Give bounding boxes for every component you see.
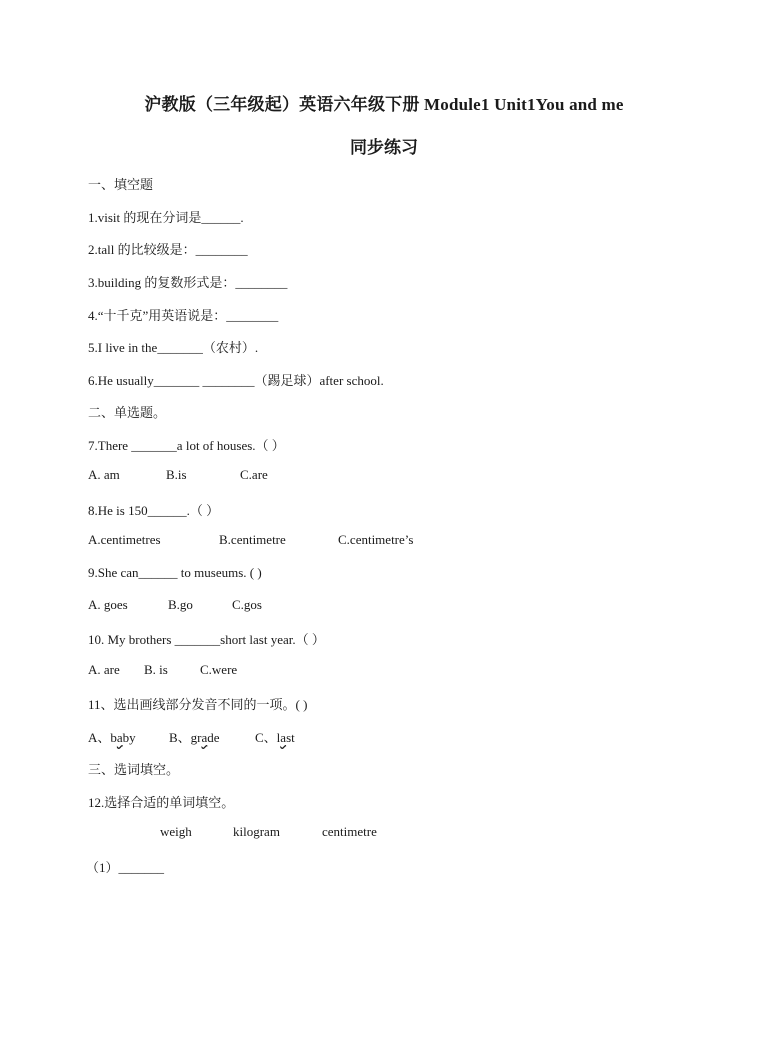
question-12-sub-1: （1）_______ xyxy=(86,860,165,875)
question-9-option-a: A. goes xyxy=(88,597,128,612)
option-a-suffix: by xyxy=(122,730,136,745)
question-8-option-c: C.centimetre’s xyxy=(338,532,414,547)
option-c-prefix: C、l xyxy=(255,730,281,745)
word-bank-item: kilogram xyxy=(233,824,280,839)
question-9-option-c: C.gos xyxy=(232,597,262,612)
question-11-option-b xyxy=(169,727,220,746)
question-10-option-c: C.were xyxy=(200,662,238,677)
option-c-underlined: a xyxy=(280,730,287,745)
option-b-underlined: a xyxy=(201,730,208,745)
question-5: 5.I live in the_______（农村）. xyxy=(88,340,259,355)
question-10: 10. My brothers _______short last year.（ ） xyxy=(88,632,325,647)
page-subtitle: 同步练习 xyxy=(350,138,418,157)
option-b-suffix: de xyxy=(207,730,220,745)
question-7-option-b: B.is xyxy=(166,467,187,482)
question-8-option-b: B.centimetre xyxy=(219,532,286,547)
section-heading-fill-in: 一、填空题 xyxy=(88,177,154,192)
question-3: 3.building 的复数形式是：________ xyxy=(88,275,288,290)
question-11-option-a xyxy=(88,727,136,746)
question-8-option-a: A.centimetres xyxy=(88,532,161,547)
question-1: 1.visit 的现在分词是______. xyxy=(88,210,244,225)
question-4: 4.“十千克”用英语说是：________ xyxy=(88,308,279,323)
question-11-option-c xyxy=(255,727,295,746)
question-2: 2.tall 的比较级是：________ xyxy=(88,242,248,257)
question-7-option-c: C.are xyxy=(240,467,268,482)
option-a-underlined: a xyxy=(116,730,123,745)
section-heading-word-choice: 三、选词填空。 xyxy=(88,762,180,777)
section-heading-single-choice: 二、单选题。 xyxy=(88,405,167,420)
option-a-prefix: A、b xyxy=(88,730,117,745)
question-12: 12.选择合适的单词填空。 xyxy=(88,795,235,810)
option-b-prefix: B、gr xyxy=(169,730,202,745)
page-title: 沪教版（三年级起）英语六年级下册 Module1 Unit1You and me xyxy=(144,95,624,114)
question-9: 9.She can______ to museums. ( ) xyxy=(88,565,262,580)
question-11: 11、选出画线部分发音不同的一项。( ) xyxy=(88,697,308,712)
question-7-option-a: A. am xyxy=(88,467,120,482)
word-bank-item: weigh xyxy=(160,824,192,839)
question-6: 6.He usually_______ ________（踢足球）after school. xyxy=(88,373,384,388)
question-10-option-b: B. is xyxy=(144,662,168,677)
option-c-suffix: st xyxy=(286,730,295,745)
question-9-option-b: B.go xyxy=(168,597,193,612)
word-bank-item: centimetre xyxy=(322,824,377,839)
question-10-option-a: A. are xyxy=(88,662,120,677)
question-8: 8.He is 150______.（ ） xyxy=(88,503,220,518)
question-7: 7.There _______a lot of houses.（ ） xyxy=(88,438,285,453)
